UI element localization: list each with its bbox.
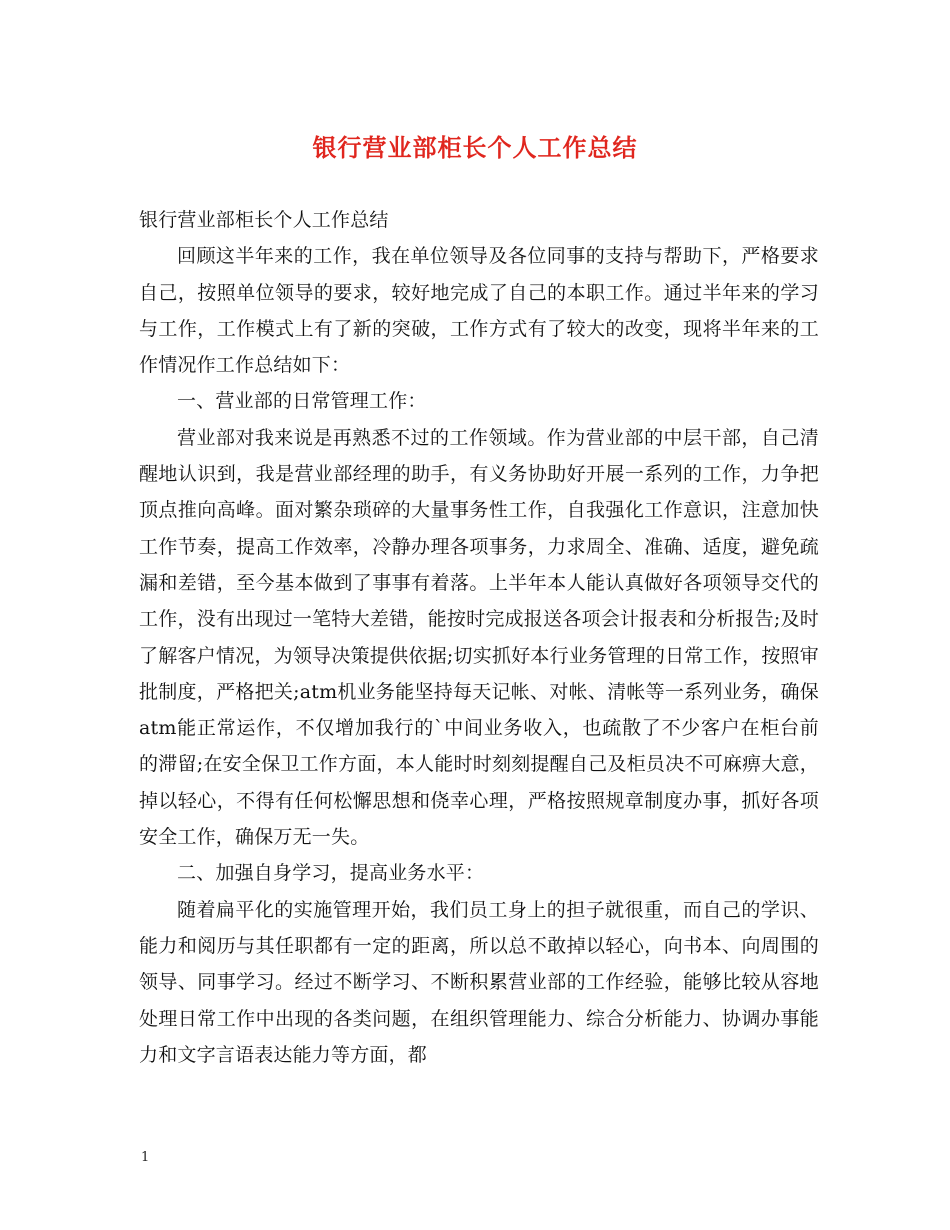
document-body — [139, 202, 819, 1073]
section-paragraph-1: 营业部对我来说是再熟悉不过的工作领域。作为营业部的中层干部，自己清醒地认识到，我是营业部经理的助手，有义务协助好开展一系列的工作，力争把顶点推向高峰。面对繁杂琐碎的大量事务性工作，自我强化工作意识，注意加快工作节奏，提高工作效率，冷静办理各项事务，力求周全、准确、适度，避免疏漏和差错，至今基本做到了事事有着落。上半年本人能认真做好各项领导交代的工作，没有出现过一笔特大差错，能按时完成报送各项会计报表和分析报告;及时了解客户情况，为领导决策提供依据;切实抓好本行业务管理的日常工作，按照审批制度，严格把关;atm机业务能坚持每天记帐、对帐、清帐等一系列业务，确保atm能正常运作，不仅增加我行的`中间业务收入，也疏散了不少客户在柜台前的滞留;在安全保卫工作方面，本人能时时刻刻提醒自己及柜员决不可麻痹大意，掉以轻心，不得有任何松懈思想和侥幸心理，严格按照规章制度办事，抓好各项安全工作，确保万无一失。 — [139, 426, 819, 849]
intro-paragraph: 回顾这半年来的工作，我在单位领导及各位同事的支持与帮助下，严格要求自己，按照单位领导的要求，较好地完成了自己的本职工作。通过半年来的学习与工作，工作模式上有了新的突破，工作方式有了较大的改变，现将半年来的工作情况作工作总结如下： — [139, 245, 819, 377]
document-title: 银行营业部柜长个人工作总结 — [312, 133, 638, 162]
section-paragraph-2: 随着扁平化的实施管理开始，我们员工身上的担子就很重，而自己的学识、能力和阅历与其任职都有一定的距离，所以总不敢掉以轻心，向书本、向周围的领导、同事学习。经过不断学习、不断积累营业部的工作经验，能够比较从容地处理日常工作中出现的各类问题，在组织管理能力、综合分析能力、协调办事能力和文字言语表达能力等方面，都 — [139, 898, 819, 1066]
page-number: 1 — [141, 1150, 150, 1165]
section-heading-2: 二、加强自身学习，提高业务水平： — [177, 862, 485, 885]
body-heading-line: 银行营业部柜长个人工作总结 — [139, 209, 389, 231]
section-heading-1: 一、营业部的日常管理工作： — [177, 390, 427, 413]
